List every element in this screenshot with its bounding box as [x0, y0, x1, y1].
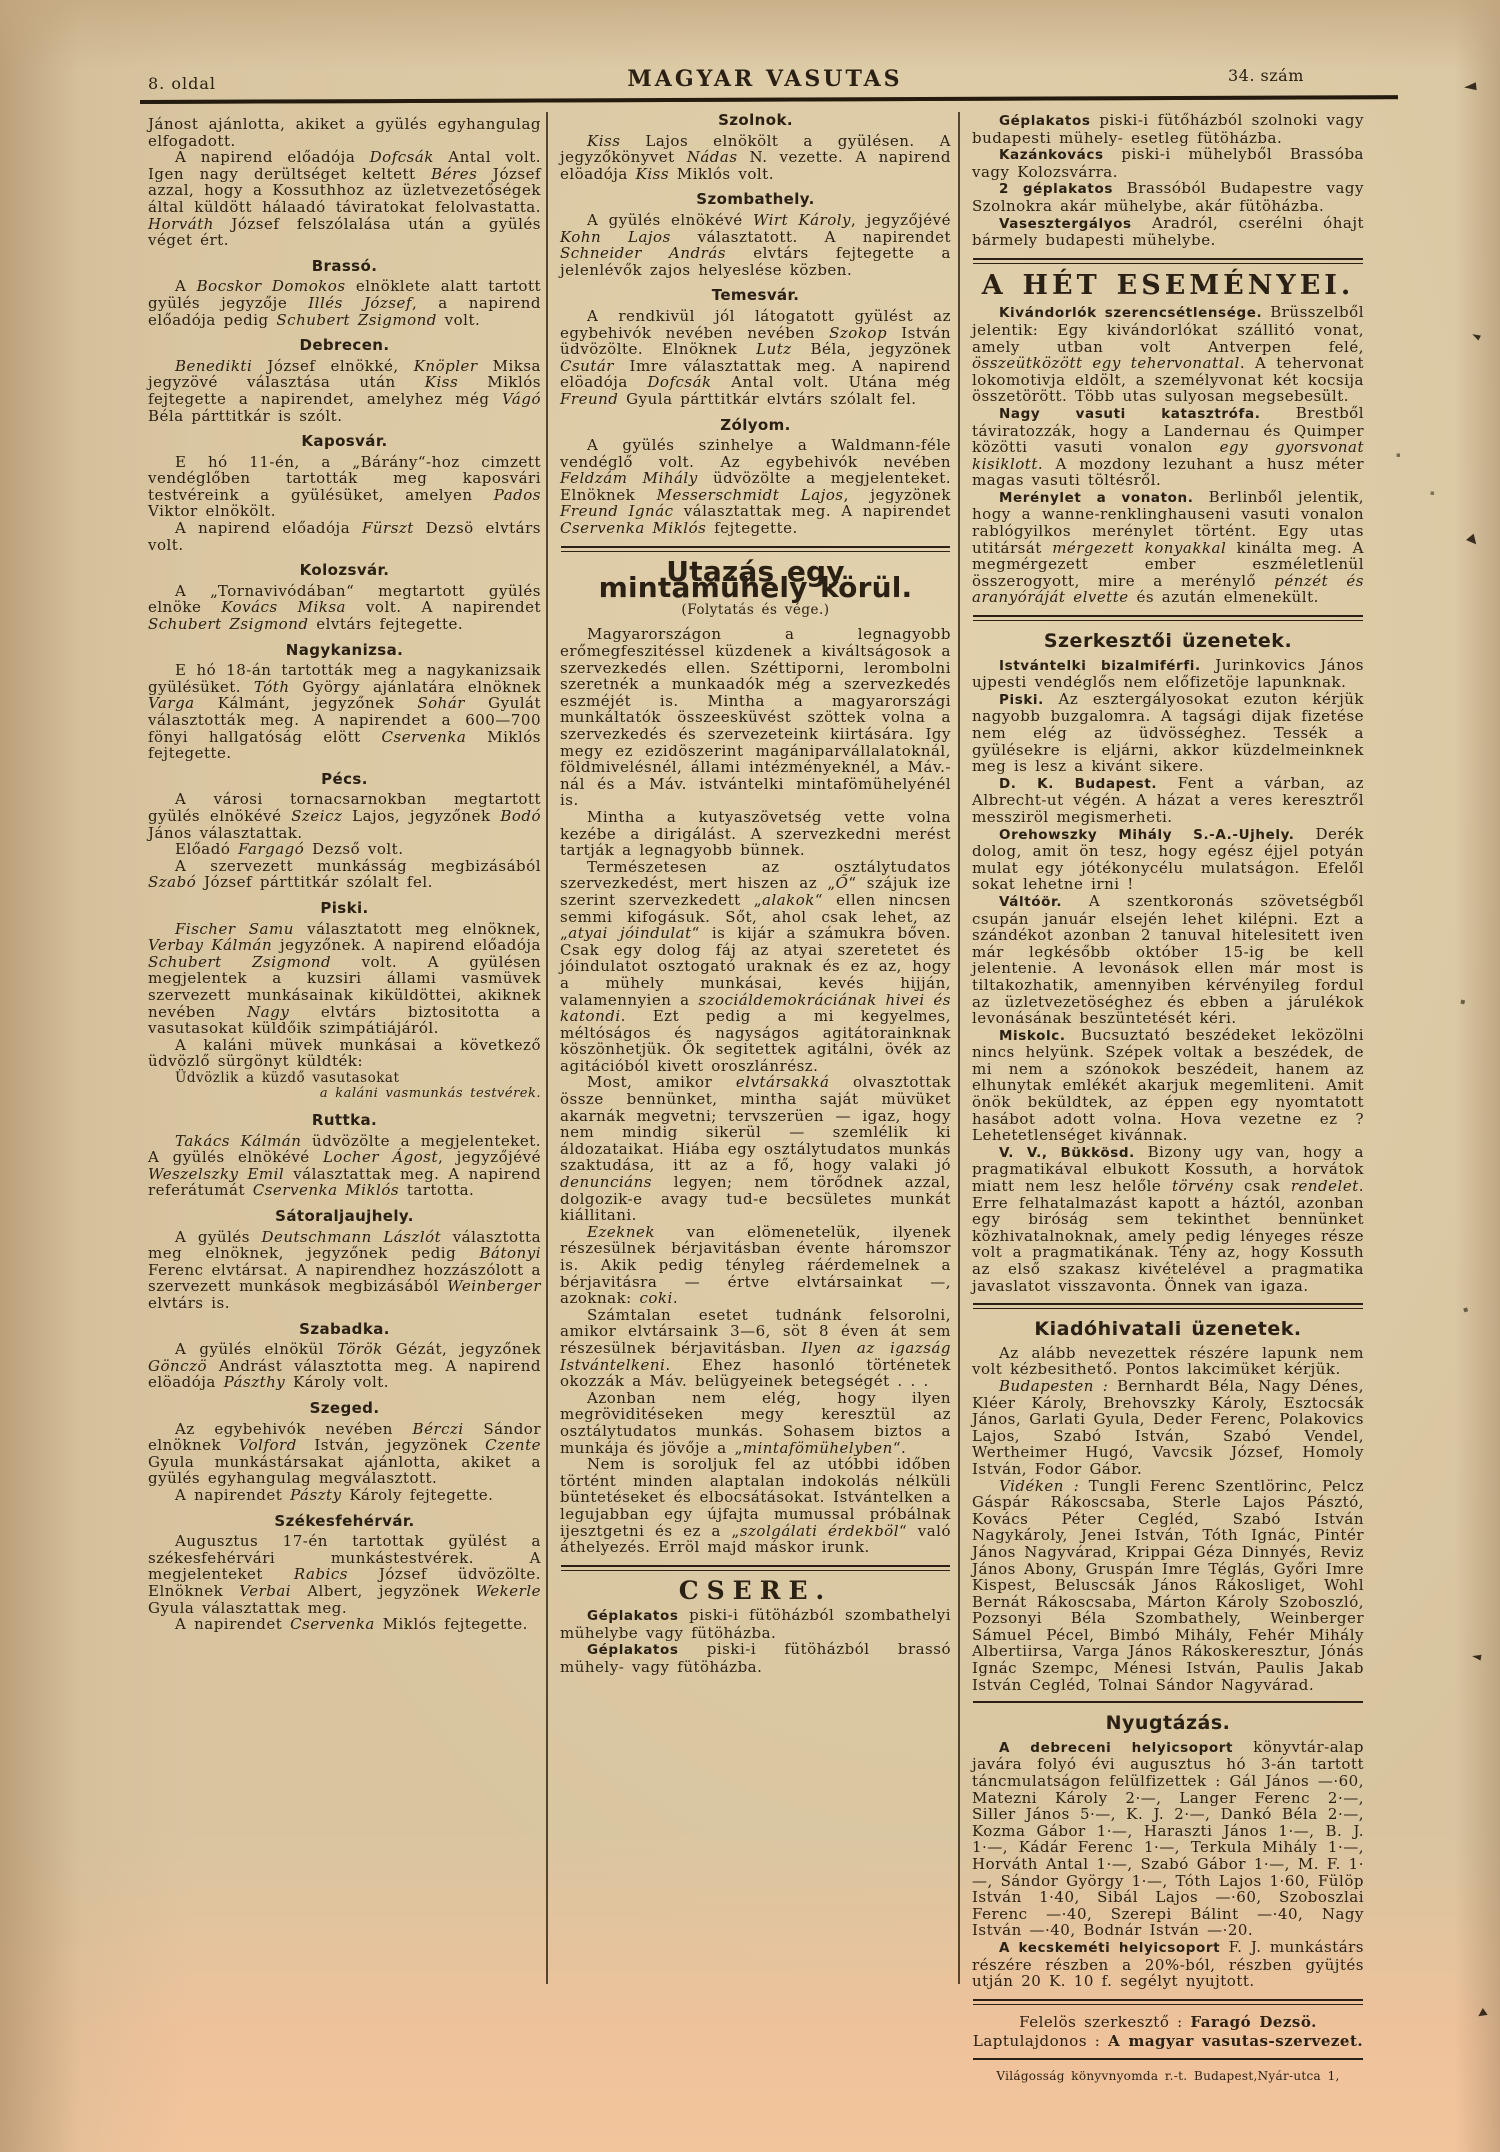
- article-paragraph: A városi tornacsarnokban megtartott gyülés elnökévé Szeicz Lajos, jegyzőnek Bodó János választattak.: [148, 790, 541, 842]
- town-heading: Ruttka.: [311, 1111, 378, 1130]
- article-paragraph: Az egybehivók nevében Bérczi Sándor elnöknek Volford István, jegyzönek Czente Gyula munkástársakat ajánlotta, akiket a gyülés egyhangulag megválasztott.: [148, 1419, 541, 1488]
- town-heading: Kolozsvár.: [299, 561, 390, 580]
- margin-arrow-icon: ▼: [1464, 531, 1482, 550]
- section-title: Kiadóhivatali üzenetek.: [1034, 1318, 1302, 1341]
- double-rule: [561, 1565, 950, 1571]
- section-title: Szerkesztői üzenetek.: [1043, 630, 1293, 653]
- article-paragraph: Istvántelki bizalmiférfi. Jurinkovics János ujpesti vendéglős nem előfizetöje lapunknak.: [972, 655, 1364, 692]
- town-heading: Szolnok.: [718, 111, 793, 129]
- article-paragraph: Piski. Az esztergályosokat ezuton kérjük nagyobb buzgalomra. A tagsági dijak fizetése nem elég az üdvösséghez. Tessék a gyülésekre is eljárni, akkor küzdelmeinknek meg is lesz a kivánt sikere.: [972, 689, 1364, 776]
- article-paragraph: V. V., Bükkösd. Bizony ugy van, hogy a pragmatikával elbukott Kossuth, a horvátok miatt nem lesz helőle törvény csak rendelet. Erre felhatalmazást kapott a háztól, azonban egy biróság sem tekinthet bennünket közhivatalnoknak, amely pedig lényeges része volt a pragmatikának. Tény az, hogy Kossuth az első szakasz kivételével a pragmatika javaslatot visszavonta. Önnek van igaza.: [972, 1142, 1365, 1295]
- issue-number: 34. szám: [1228, 66, 1304, 85]
- margin-speck-icon: ▪: [1396, 451, 1401, 459]
- article-paragraph: Számtalan esetet tudnánk felsorolni, amikor elvtársaink 3—6, söt 8 éven át sem részesülnek bérjavitásban. Ilyen az igazság Istvántelkeni. Ehez hasonló történetek okozzák a Máv. belügyeinek betegségét . . .: [560, 1305, 951, 1391]
- article-paragraph: Géplakatos piski-i fütöházból szombathelyi mühelybe vagy fütöházba.: [560, 1606, 951, 1642]
- article-paragraph: Nagy vasuti katasztrófa. Brestből táviratozzák, hogy a Landernau és Quimper közötti vasuti vonalon egy gyorsvonat kisiklott. A mozdony lezuhant a husz méter magas vasuti töltésről.: [972, 403, 1364, 490]
- article-paragraph: Természetesen az osztálytudatos szervezkedést, mert hiszen az „Ő“ szájuk ize szerint szervezkedett „alakok“ ellen nincsen semmi kifogásuk. Sőt, ahol csak lehet, az „atyai jóindulat“ is kijár a számukra bőven. Csak egy dolog fáj az atyai szeretetet és jóindulatot osztogató uraknak és ez az, hogy a mühely munkásai, kevés hijján, valamennyien a szociáldemokráciának hivei és katondi. Ezt pedig a mi kegyelmes, méltóságos és nagyságos agitátorainknak köszönhetjük. Ők segitettek agitálni, övék az agitációból kivett oroszlánrész.: [560, 857, 952, 1075]
- margin-speck-icon: ▪: [1459, 996, 1467, 1007]
- double-rule: [561, 546, 950, 552]
- margin-arrow-icon: ▼: [1474, 2006, 1490, 2021]
- article-paragraph: 2 géplakatos Brassóból Budapestre vagy Szolnokra akár mühelybe, akár fütöházba.: [972, 179, 1364, 215]
- column-divider: [958, 112, 960, 1984]
- double-rule: [973, 615, 1363, 621]
- margin-speck-icon: ▪: [1461, 1304, 1470, 1315]
- article-paragraph: A gyülés elnökévé Wirt Károly, jegyzőjévé Kohn Lajos választatott. A napirendet Schneider András elvtárs fejtegette a jelenlévők zajos helyeslése közben.: [560, 210, 951, 279]
- article-paragraph: A rendkivül jól látogatott gyülést az egybehivók nevében nevében Szokop István üdvözölte. Elnöknek Lutz Béla, jegyzönek Csutár Imre választattak meg. A napirend elöadója Dofcsák Antal volt. Utána még Freund Gyula párttitkár elvtárs szólalt fel.: [560, 306, 951, 408]
- article-paragraph: Váltóör. A szentkoronás szövetségből csupán január elsején lehet kilépni. Ezt a szándékot azonban 2 tanuval hitelesitett iven már legkésőbb október 15-ig be kell jelentenie. A levonások ellen már most is tiltakozhatik, amennyiben kérvényileg fordul az üzletvezetöséghez és ebben a járulékok levonásának beszüntetését kéri.: [972, 891, 1364, 1028]
- article-paragraph: Mintha a kutyaszövetség vette volna kezébe a dirigálást. A szervezkedni merést tartják a legnagyobb bünnek.: [560, 807, 951, 860]
- article-paragraph: Miskolc. Bucsuztató beszédeket leközölni nincs helyünk. Szépek voltak a beszédek, de mi nem a szónokok beszédeit, hanem az elhunytak emlékét akarjuk megemliteni. Amit önök beküldtek, az éppen egy nyomtatott hasábot adott volna. Hova vezetne ez ? Lehetetlenséget kivánnak.: [972, 1025, 1364, 1145]
- telegram-signature: a kaláni vasmunkás testvérek.: [319, 1086, 541, 1102]
- article-paragraph: Vasesztergályos Aradról, cserélni óhajt bármely budapesti mühelybe.: [972, 213, 1364, 250]
- article-title: Utazás egy mintamühely körül.: [598, 554, 913, 605]
- column-center: [560, 112, 951, 1676]
- article-paragraph: E hó 18-án tartották meg a nagykanizsaik gyülésüket. Tóth György ajánlatára elnöknek Varga Kálmánt, jegyzőnek Sohár Gyulát választották meg. A napirendet a 600—700 fönyi hallgatóság elött Cservenka Miklós fejtegette.: [148, 661, 542, 763]
- csere-section-title: CSERE.: [678, 1575, 833, 1605]
- town-heading: Piski.: [320, 898, 369, 917]
- town-heading: Brassó.: [311, 256, 378, 275]
- town-heading: Pécs.: [321, 769, 368, 788]
- article-paragraph: A napirend előadója Dofcsák Antal volt. Igen nagy derültséget keltett Béres József azzal, hogy a Kossuthhoz az üzletvezetőségek által küldött hálaadó táviratokat felolvastatta. Horváth József felszólalása után a gyülés véget ért.: [148, 148, 542, 250]
- double-rule: [973, 1303, 1363, 1309]
- margin-speck-icon: ▪: [1430, 489, 1435, 497]
- double-rule: [973, 1999, 1363, 2005]
- article-paragraph: A gyülés szinhelye a Waldmann-féle vendéglő volt. Az egybehivók nevében Feldzám Mihály üdvözölte a megjelenteket. Elnöknek Messerschmidt Lajos, jegyzönek Freund Ignác választattak meg. A napirendet Cservenka Miklós fejtegette.: [560, 436, 952, 538]
- section-title: Nyugtázás.: [1105, 1712, 1231, 1735]
- town-heading: Nagykanizsa.: [285, 640, 404, 659]
- single-rule: [973, 2058, 1363, 2060]
- article-paragraph: A kecskeméti helyicsoport F. J. munkástárs részére részben a 20%-ból, részben gyüjtés utján 20 K. 10 f. segélyt nyujtott.: [972, 1937, 1364, 1991]
- article-paragraph: Augusztus 17-én tartottak gyülést a székesfehérvári munkástestvérek. A megjelenteket Rabics József üdvözölte. Elnöknek Verbai Albert, jegyzönek Wekerle Gyula választattak meg.: [148, 1532, 542, 1617]
- article-paragraph: A gyülés Deutschmann Lászlót választotta meg elnöknek, jegyzőnek pedig Bátonyi Ferenc elvtársat. A napirendhez hozzászólott a szervezett munkások megbizásából Weinberger elvtárs is.: [148, 1227, 542, 1312]
- article-paragraph: Budapesten : Bernhardt Béla, Nagy Dénes, Kléer Károly, Brehovszky Károly, Esztocsák János, Garlati Gyula, Deder Ferenc, Polakovics Lajos, Szabó István, Szabó Vendel, Wertheimer Hugó, Vavcsik József, Homoly István, Fodor Gábor.: [972, 1376, 1365, 1478]
- town-heading: Sátoraljaujhely.: [275, 1207, 414, 1226]
- town-heading: Zólyom.: [720, 415, 791, 434]
- article-paragraph: Géplakatos piski-i fütőházból szolnoki vagy budapesti mühely- esetleg fütöházba.: [972, 111, 1364, 147]
- article-paragraph: A debreceni helyicsoport könyvtár-alap javára folyó évi augusztus hó 3-án tartott táncmulatságon felülfizettek : Gál János —·60, Matezni Károly 2·—, Langer Ferenc 2·—, Siller János 5·—, K. J. 2·—, Dankó Béla 2·—, Kozma Gábor 1·—, Haraszti János 1·—, B. J. 1·—, Kádár Ferenc 1·—, Terkula Mihály 1·—, Horváth Antal 1·—, Szabó Gábor 1·—, M. F. 1·—, Sándor György 1·—, Tóth Lajos 1·60, Fülöp István 1·40, Sibál Lajos —·60, Szoboszlai Ferenc —·40, Szerepi Bálint —·40, Nagy István —·40, Bodnár István —·20.: [972, 1737, 1364, 1940]
- article-paragraph: Az alább nevezettek részére lapunk nem volt kézbesithető. Pontos lakcimüket kérjük.: [972, 1343, 1364, 1379]
- article-paragraph: Előadó Fargagó Dezső volt.: [175, 840, 404, 859]
- signature-line: Laptulajdonos : A magyar vasutas-szervezet.: [972, 2032, 1364, 2051]
- article-paragraph: A gyülés elnökül Török Gézát, jegyzőnek Gönczö Andrást választotta meg. A napirend elöadója Pászthy Károly volt.: [148, 1340, 541, 1392]
- article-paragraph: Benedikti József elnökké, Knöpler Miksa jegyzövé választása után Kiss Miklós fejtegette a napirendet, amelyhez még Vágó Béla párttitkár is szólt.: [148, 356, 542, 425]
- telegram-line: Üdvözlik a küzdő vasutasokat: [175, 1069, 400, 1086]
- article-paragraph: D. K. Budapest. Fent a várban, az Albrecht-ut végén. A házat a veres keresztről messziröl megismerheti.: [972, 773, 1365, 826]
- article-paragraph: A napirendet Pászty Károly fejtegette.: [175, 1485, 494, 1504]
- column-left: [148, 116, 541, 1633]
- column-right: [972, 112, 1364, 2085]
- week-events-title: A HÉT ESEMÉNYEI.: [981, 269, 1355, 301]
- article-paragraph: A napirendet Cservenka Miklós fejtegette.: [175, 1615, 528, 1634]
- margin-arrow-icon: ◄: [1469, 327, 1484, 344]
- town-heading: Szeged.: [309, 1398, 380, 1417]
- double-rule: [973, 258, 1363, 264]
- article-paragraph: Nem is soroljuk fel az utóbbi időben történt minden alaptalan indokolás nélküli büntetéseket és elbocsátásokat. Istvántelken a legujabban egy újfajta mumussal próbálnak ijesztgetni és ez a „szolgálati érdekböl“ való áthelyezés. Erröl majd máskor irunk.: [560, 1455, 951, 1557]
- article-paragraph: Takács Kálmán üdvözölte a megjelenteket. A gyülés elnökévé Locher Ágost, jegyzőjévé Weszelszky Emil választattak meg. A napirend referátumát Cservenka Miklós tartotta.: [148, 1131, 542, 1200]
- article-paragraph: A Bocskor Domokos elnöklete alatt tartott gyülés jegyzője Illés József, a napirend előadója pedig Schubert Zsigmond volt.: [148, 277, 542, 329]
- article-paragraph: Kazánkovács piski-i mühelyből Brassóba vagy Kolozsvárra.: [972, 145, 1364, 181]
- town-heading: Kaposvár.: [301, 432, 388, 451]
- article-paragraph: A kaláni müvek munkásai a következő üdvözlő sürgönyt küldték:: [148, 1035, 541, 1071]
- single-rule: [973, 1701, 1363, 1703]
- article-paragraph: Vidéken : Tungli Ferenc Szentlörinc, Pelcz Gáspár Rákoscsaba, Sterle Lajos Pásztó, Kovács Péter Cegléd, Szabó István Nagykároly, Jenei István, Tóth Ignác, Pintér János Nagyvárad, Krippai Géza Dinnyés, Reviz János Abony, Gruspán Imre Téglás, Győri Imre Kispest, Beluscsák János Rákosliget, Wohl Bernát Rákoscsaba, Márton Károly Szoboszló, Pozsonyi Béla Szombathely, Weinberger Sámuel Pécel, Bimbó Mihály, Fehér Mihály Albertiirsa, Varga János Rákoskeresztur, Jónás Ignác Szempc, Ménesi István, Paulis Jakab István Cegléd, Tolnai Sándor Nagyvárad.: [972, 1476, 1365, 1694]
- town-heading: Székesfehérvár.: [274, 1511, 415, 1530]
- article-paragraph: E hó 11-én, a „Bárány“-hoz cimzett vendéglőben tartották meg kaposvári testvéreink a gyülésüket, amelyen Pados Viktor elnökölt.: [148, 452, 541, 521]
- article-paragraph: A szervezett munkásság megbizásából Szabó József párttitkár szólalt fel.: [148, 856, 541, 892]
- article-paragraph: A napirend előadója Fürszt Dezsö elvtárs volt.: [148, 519, 541, 554]
- margin-arrow-icon: ◄: [1462, 75, 1478, 96]
- masthead-title: MAGYAR VASUTAS: [627, 66, 903, 92]
- article-paragraph: Fischer Samu választatott meg elnöknek, Verbay Kálmán jegyzőnek. A napirend előadója Schubert Zsigmond volt. A gyülésen megjelentek a kuzsiri állami vasmüvek szervezett munkásainak kiküldöttei, akiknek nevében Nagy elvtárs biztositotta a vasutasokat küldőik szimpátiájáról.: [148, 919, 542, 1038]
- article-paragraph: Jánost ajánlotta, akiket a gyülés egyhangulag elfogadott.: [148, 115, 541, 150]
- article-paragraph: Merénylet a vonaton. Berlinből jelentik, hogy a wanne-renklinghauseni vasuti vonalon rablógyilkos merénylet történt. Egy utas utitársát mérgezett konyakkal kinálta meg. A megmérgezett ember eszméletlenül összerogyott, mire a merénylő pénzét és aranyóráját elvette és azután elmenekült.: [972, 487, 1365, 607]
- article-subtitle: (Folytatás és vége.): [681, 601, 830, 618]
- article-paragraph: Ezeknek van elömenetelük, ilyenek részesülnek bérjavitásban évente háromszor is. Akik pedig tényleg ráérdemelnek a bérjavitásra — értve elvtársainkat —, azoknak: coki.: [560, 1222, 951, 1308]
- article-paragraph: Orehowszky Mihály S.-A.-Ujhely. Derék dolog, amit ön tesz, hogy egész éjjel potyán mulat egy jótékonycélu mulatságon. Efelől sokat lehetne irni !: [972, 824, 1364, 894]
- article-paragraph: A „Tornavivódában“ megtartott gyülés elnöke Kovács Miksa volt. A napirendet Schubert Zsigmond elvtárs fejtegette.: [148, 581, 542, 634]
- article-paragraph: Most, amikor elvtársakká olvasztottak össze bennünket, mintha saját müvüket akarnák megvetni; tervszerüen — igaz, hogy nem mindig sikerül — szemlélik ki áldozataikat. Hiába egy osztálytudatos munkás szaktudása, itt az a fő, hogy valaki jó denunciáns legyen; nem törődnek azzal, dolgozik-e avagy tud-e becsületes munkát kiállitani.: [560, 1073, 951, 1225]
- margin-arrow-icon: ◄: [1470, 1648, 1483, 1664]
- signature-line: Felelös szerkesztő : Faragó Dezsö.: [1019, 2012, 1317, 2031]
- article-paragraph: Azonban nem elég, hogy ilyen megröviditéseken megy keresztül az osztálytudatos munkás. Sohasem biztos a munkája és jövője a „mintafömühelyben“.: [560, 1388, 951, 1457]
- article-paragraph: Kiss Lajos elnökölt a gyülésen. A jegyzőkönyvet Nádas N. vezette. A napirend elöadója Kiss Miklós volt.: [560, 131, 951, 183]
- article-paragraph: Géplakatos piski-i fütöházból brassó mühely- vagy fütöházba.: [560, 1640, 951, 1677]
- town-heading: Debrecen.: [299, 336, 390, 355]
- town-heading: Temesvár.: [711, 286, 800, 305]
- column-divider: [546, 112, 548, 1984]
- imprint-line: Világosság könyvnyomda r.-t. Budapest,Nyár-utca 1,: [996, 2068, 1340, 2083]
- article-paragraph: Magyarországon a legnagyobb erőmegfeszitéssel küzdenek a kiváltságosok a szervezkedés ellen. Széttiporni, lerombolni szeretnék a munkaadók még a szervezkedés eszméjét is. Mintha a magyarországi munkáltatók összeesküvést szöttek volna a szervezkedés és szervezeteink kiirtására. Igy megy ez ezidöszerint magániparvállalatoknál, földmivelésnél, állami intézményeknél, a Máv.-nál és a Máv. istvántelki mintafömühelyénél is.: [560, 625, 951, 810]
- article-paragraph: Kivándorlók szerencsétlensége. Brüsszelből jelentik: Egy kivándorlókat szállitó vonat, amely utban volt Antverpen felé, összeütközött egy tehervonattal. A tehervonat lokomotivja eldölt, a személyvonat két kocsija összetörött. Több utas sulyosan megsebesült.: [972, 303, 1364, 406]
- town-heading: Szombathely.: [696, 190, 815, 209]
- town-heading: Szabadka.: [299, 1319, 390, 1338]
- page-number: 8. oldal: [148, 74, 216, 93]
- header-rule: [140, 95, 1398, 104]
